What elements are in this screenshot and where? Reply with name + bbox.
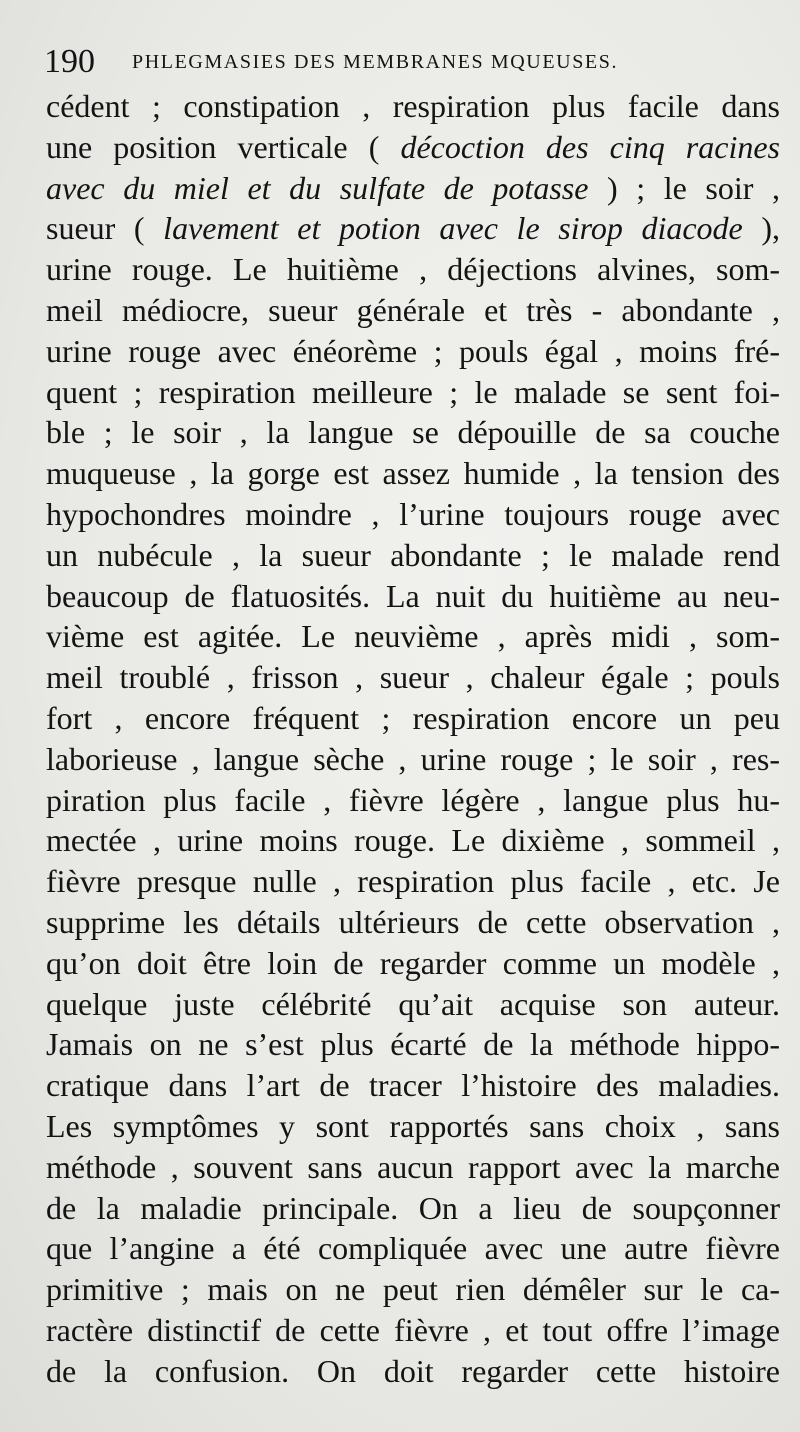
text-line bbox=[46, 249, 780, 290]
text-segment: primitive ; mais on ne peut rien démêler sur le ca- bbox=[46, 1271, 780, 1308]
running-title: PHLEGMASIES DES MEMBRANES MQUEUSES. bbox=[132, 51, 619, 73]
text-segment: urine rouge. Le huitième , déjections alvines, som- bbox=[46, 251, 780, 288]
text-segment: ractère distinctif de cette fièvre , et tout offre l’image bbox=[46, 1311, 780, 1348]
text-line bbox=[46, 290, 780, 331]
text-line bbox=[46, 208, 780, 249]
text-line bbox=[46, 698, 780, 739]
text-segment: muqueuse , la gorge est assez humide , la tension des bbox=[46, 455, 780, 492]
text-segment: meil troublé , frisson , sueur , chaleur égale ; pouls bbox=[46, 659, 780, 696]
text-line bbox=[46, 1024, 780, 1065]
text-line bbox=[46, 331, 780, 372]
text-segment: que l’angine a été compliquée avec une autre fièvre bbox=[46, 1230, 780, 1267]
text-line bbox=[46, 576, 780, 617]
text-line bbox=[46, 1351, 780, 1392]
text-line bbox=[46, 127, 780, 168]
text-segment: quelque juste célébrité qu’ait acquise son auteur. bbox=[46, 985, 780, 1022]
text-segment: cratique dans l’art de tracer l’histoire des maladies. bbox=[46, 1067, 780, 1104]
text-line bbox=[46, 1228, 780, 1269]
text-segment: meil médiocre, sueur générale et très - abondante , bbox=[46, 291, 780, 328]
text-segment: de la confusion. On doit regarder cette histoire bbox=[46, 1352, 780, 1389]
italic-text-segment: avec du miel et du sulfate de potasse bbox=[46, 169, 589, 206]
text-segment: un nubécule , la sueur abondante ; le malade rend bbox=[46, 536, 780, 573]
text-segment: quent ; respiration meilleure ; le malade se sent foi- bbox=[46, 373, 780, 410]
text-segment: ) ; le soir , bbox=[588, 169, 780, 206]
text-segment: laborieuse , langue sèche , urine rouge ; le soir , res- bbox=[46, 740, 780, 777]
text-line bbox=[46, 1065, 780, 1106]
text-segment: vième est agitée. Le neuvième , après midi , som- bbox=[46, 618, 780, 655]
italic-text-segment: décoction des cinq racines bbox=[400, 128, 780, 165]
text-line bbox=[46, 86, 780, 127]
text-line bbox=[46, 1147, 780, 1188]
text-segment: urine rouge avec énéorème ; pouls égal , moins fré- bbox=[46, 332, 780, 369]
text-line bbox=[46, 984, 780, 1025]
text-line bbox=[46, 1310, 780, 1351]
text-segment: de la maladie principale. On a lieu de soupçonner bbox=[46, 1189, 780, 1226]
text-segment: qu’on doit être loin de regarder comme un modèle , bbox=[46, 944, 780, 981]
text-line bbox=[46, 657, 780, 698]
text-segment: mectée , urine moins rouge. Le dixième , sommeil , bbox=[46, 822, 780, 859]
text-line bbox=[46, 453, 780, 494]
text-line bbox=[46, 780, 780, 821]
text-segment: fièvre presque nulle , respiration plus facile , etc. Je bbox=[46, 863, 780, 900]
text-line bbox=[46, 820, 780, 861]
text-line bbox=[46, 1269, 780, 1310]
text-segment: piration plus facile , fièvre légère , langue plus hu- bbox=[46, 781, 780, 818]
text-segment: méthode , souvent sans aucun rapport avec la marche bbox=[46, 1148, 780, 1185]
page-header bbox=[40, 42, 780, 82]
text-segment: supprime les détails ultérieurs de cette observation , bbox=[46, 903, 780, 940]
text-line bbox=[46, 1106, 780, 1147]
text-segment: sueur ( bbox=[46, 210, 164, 247]
text-line bbox=[46, 412, 780, 453]
text-segment: Jamais on ne s’est plus écarté de la méthode hippo- bbox=[46, 1026, 780, 1063]
body-text bbox=[46, 86, 780, 1392]
text-line bbox=[46, 168, 780, 209]
text-line bbox=[46, 739, 780, 780]
page-number: 190 bbox=[44, 43, 95, 80]
text-line bbox=[46, 1188, 780, 1229]
text-line bbox=[46, 535, 780, 576]
text-line bbox=[46, 372, 780, 413]
text-line bbox=[46, 861, 780, 902]
text-segment: une position verticale ( bbox=[46, 128, 401, 165]
text-segment: hypochondres moindre , l’urine toujours rouge avec bbox=[46, 495, 780, 532]
text-line bbox=[46, 494, 780, 535]
text-segment: fort , encore fréquent ; respiration encore un peu bbox=[46, 699, 780, 736]
text-line bbox=[46, 902, 780, 943]
text-line bbox=[46, 943, 780, 984]
italic-text-segment: lavement et potion avec le sirop diacode bbox=[163, 210, 743, 247]
text-segment: cédent ; constipation , respiration plus facile dans bbox=[46, 88, 780, 124]
text-segment: Les symptômes y sont rapportés sans choix , sans bbox=[46, 1107, 780, 1144]
text-segment: ), bbox=[742, 210, 780, 247]
text-segment: beaucoup de flatuosités. La nuit du huitième au neu- bbox=[46, 577, 780, 614]
text-line bbox=[46, 616, 780, 657]
text-segment: ble ; le soir , la langue se dépouille de sa couche bbox=[46, 414, 780, 451]
